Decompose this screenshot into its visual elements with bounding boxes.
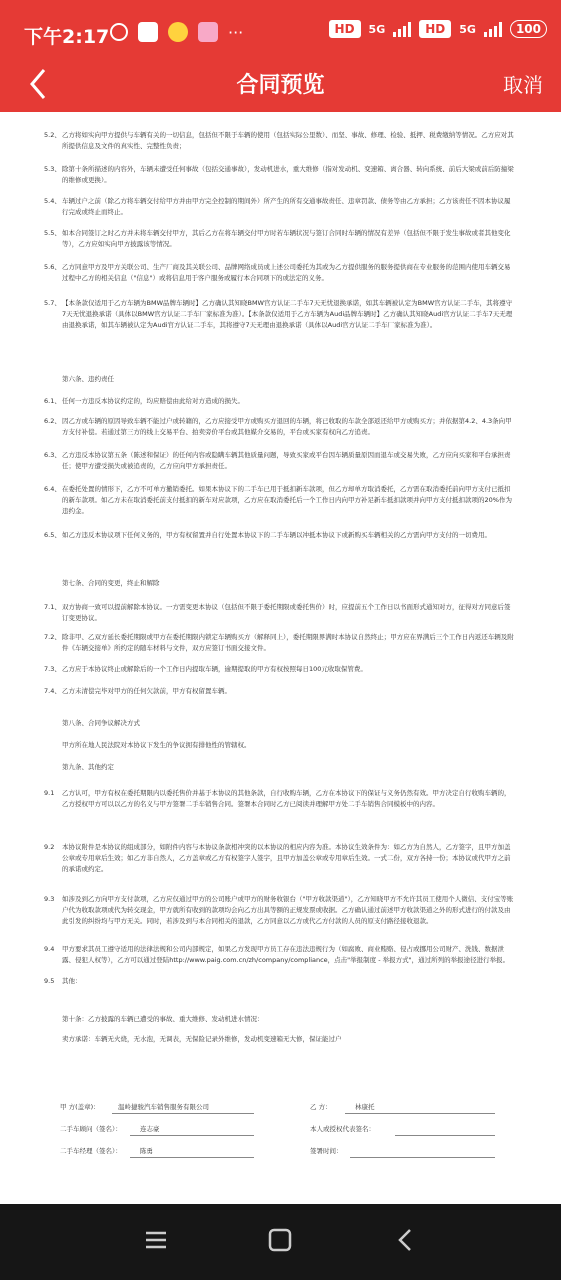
clause-text: 乙方应于本协议终止或解除后的一个工作日内提取车辆，逾期提取的甲方有权按照每日100元收取保管费。: [62, 665, 367, 673]
party-b-label: 乙 方：: [310, 1103, 332, 1111]
clause-number: 5.4、: [44, 197, 61, 205]
clause-number: 6.1、: [44, 397, 61, 405]
manager-label: 二手车经理（签名）：: [60, 1147, 122, 1155]
clause-number: 6.5、: [44, 531, 61, 539]
clause-number: 5.2、: [44, 131, 61, 139]
clause-number: 6.3、: [44, 451, 61, 459]
clause-number: 6.4、: [44, 485, 61, 493]
page-title: 合同预览: [236, 73, 325, 98]
clause-text: 乙方将如实向甲方提供与车辆有关的一切信息，包括但不限于车辆的使用（包括实际公里数）、而坚、事故、修理、检验、抵押、税费缴纳等情况。乙方应对其所提供信息及文件的真实性、完整性负责；: [62, 131, 514, 150]
alarm-icon: [110, 23, 128, 41]
party-a-line: [112, 1113, 254, 1114]
hd-badge: HD: [329, 20, 361, 38]
shop-icon: [198, 22, 218, 42]
clause-text: 任何一方违反本协议约定的，均应赔偿由此给对方造成的损失。: [62, 397, 244, 405]
clause-text: 车辆过户之前（除乙方将车辆交付给甲方并由甲方完全控制的期间外）所产生的所有交通事故责任、违章罚款、债务等由乙方承担；乙方该责任不因本协议履行完成或终止而终止。: [62, 197, 511, 216]
more-notifications-icon: ···: [228, 22, 244, 42]
clause-number: 9.1: [44, 789, 55, 797]
top-bar: [0, 0, 561, 112]
clause-text: 因乙方或车辆的原因导致车辆不能过户或转籍的，乙方应接受甲方或购买方退回的车辆，将已收取的车款全部返还给甲方或购买方；并依据第4.2、4.3条向甲方支付补偿。若通过第三方的线上交易平台、拍卖旁价平台或其他媒介交易的，平台或买家有权向乙方追责。: [62, 417, 512, 436]
clause-text: 双方协商一致可以提前解除本协议。一方需变更本协议（包括但不限于委托期限或委托售价）时，应提前五个工作日以书面形式通知对方，征得对方同意后签订变更协议。: [62, 603, 511, 622]
clause-text: 如本合同签订之时乙方并未将车辆交付甲方，其后乙方在将车辆交付甲方时若车辆状况与签订合同时车辆的情况有差异（包括但不限于发生事故或者其他变化等），乙方应如实向甲方披露该等情况。: [62, 229, 511, 248]
clause-text: 乙方同意甲方及甲方关联公司、生产厂商及其关联公司、品牌网络成员或上述公司委托为其或为乙方提供服务的服务提供商在专业服务的范围内使用车辆交易过程中乙方的相关信息（"信息"）或将信息用于客户服务或履行本合同项下的或法定的义务。: [62, 263, 511, 282]
app-notification-icon: [138, 22, 158, 42]
party-a-value: 温岭捷骏汽车销售服务有限公司: [118, 1103, 209, 1111]
clause-number: 5.3、: [44, 165, 61, 173]
clause-text: 其他：: [62, 977, 82, 985]
clause-number: 9.2: [44, 843, 55, 851]
date-line: [350, 1157, 495, 1158]
clause-text: 【本条款仅适用于乙方车辆为BMW品牌车辆时】乙方确认其知晓BMW官方认证二手车7天无忧退换承诺，如其车辆被认定为BMW官方认证二手车，其将遵守7天无忧退换承诺（具体以BMW官方认证二手车厂家标准为准）。【本条款仅适用于乙方车辆为Audi品牌车辆时】乙方确认其知晓Audi官方认证二手车7天无理由退换承诺，如其车辆被认定为Audi官方认证二手车，其将遵守7天无理由退换承诺（具体以Audi官方认证二手车厂家标准为准）。: [62, 299, 513, 329]
signal-icon-2: [484, 21, 502, 37]
advisor-value: 连志豪: [140, 1125, 160, 1133]
status-time: 下午2:17: [24, 26, 110, 48]
battery-icon: 100: [510, 20, 547, 38]
advisor-label: 二手车顾问（签名）：: [60, 1125, 122, 1133]
clause-number: 7.4、: [44, 687, 61, 695]
clause-text: 乙方未清偿完毕对甲方的任何欠款前，甲方有权留置车辆。: [62, 687, 231, 695]
clause-number: 6.2、: [44, 417, 61, 425]
clause-number: 7.2、: [44, 633, 61, 641]
status-bar: [0, 0, 561, 56]
clause-text: 除第十条所描述的内容外，车辆未遭受任何事故（包括交通事故），发动机进水，重大维修（指对发动机、变速箱、离合器、转向系统、前后大梁或前后防撞梁的维修或更换）。: [62, 165, 514, 184]
clause-text: 乙方认可，甲方有权在委托期限内以委托售价并基于本协议的其他条款，自行收购车辆，乙方在本协议下的保证与义务仍然有效。甲方决定自行收购车辆的，乙方授权甲方可以以乙方的名义与甲方签署二手车销售合同。签署本合同时乙方已阅读并理解甲方处二手车销售合同模板中的内容。: [62, 789, 511, 808]
clause-number: 5.6、: [44, 263, 61, 271]
cancel-button[interactable]: 取消: [503, 73, 543, 97]
weibo-icon: [168, 22, 188, 42]
network-5g-2: 5G: [459, 22, 476, 36]
contract-clause: 甲方所在地人民法院对本协议下发生的争议拥有排他性的管辖权。: [62, 741, 251, 749]
clause-number: 5.7、: [44, 299, 61, 307]
clause-text: 除非甲、乙双方延长委托期限或甲方在委托期限内锁定车辆购买方（解释同上），委托期限界满时本协议自然终止；甲方应在界满后三个工作日内返还车辆及附件《车辆交接单》所约定的随车材料与文件，双方应签订书面交接文件。: [62, 633, 514, 652]
home-icon[interactable]: [266, 1226, 294, 1254]
contract-clause: 第六条、违约责任: [62, 375, 114, 383]
clause-text: 乙方违反本协议第五条（陈述和保证）的任何内容或隐瞒车辆其他质量问题，导致买家或平台因车辆质量原因而退车或交易失败，乙方应向买家和平台承担责任；使甲方遭受损失或被追责的，乙方应向甲方承担责任。: [62, 451, 511, 470]
manager-line: [130, 1157, 254, 1158]
manager-value: 陈勇: [140, 1147, 153, 1155]
hd-badge-2: HD: [419, 20, 451, 38]
contract-clause: 第八条、合同争议解决方式: [62, 719, 140, 727]
date-label: 签署时间：: [310, 1147, 343, 1155]
party-b-value: 林康托: [355, 1103, 375, 1111]
contract-document[interactable]: [0, 112, 561, 1204]
clause-number: 9.4: [44, 945, 55, 953]
party-b-line: [345, 1113, 495, 1114]
status-right: [329, 20, 547, 38]
signal-icon: [393, 21, 411, 37]
system-nav-bar: [0, 1204, 561, 1280]
clause-number: 7.1、: [44, 603, 61, 611]
clause-text: 如乙方违反本协议项下任何义务的，甲方有权留置并自行处置本协议下的二手车辆以冲抵本协议下或新购买车辆相关的乙方需向甲方支付的一切费用。: [62, 531, 491, 539]
contract-clause: 第九条、其他约定: [62, 763, 114, 771]
clause-text: 甲方要求其员工遵守适用的法律法规和公司内部规定，如果乙方发现甲方员工存在违法违规行为（如腐败、商业贿赂、侵占或挪用公司财产、洗钱、数据泄露、侵犯人权等），乙方可以通过登陆http://www.paig.com.cn/zh/company/compliance，点击"举报制度 - 举报方式"，通过所列的举报途径进行举报。: [62, 945, 510, 964]
network-5g-1: 5G: [368, 22, 386, 36]
menu-icon[interactable]: [142, 1226, 170, 1254]
contract-clause: 第七条、合同的变更，终止和解除: [62, 579, 160, 587]
rep-label: 本人或授权代表签名：: [310, 1125, 375, 1133]
contract-clause: 卖方承诺：车辆无火烧，无水泡，无调表，无保险记录外维修，发动机变速箱无大修，保证能过户: [62, 1035, 342, 1043]
contract-clause: 第十条：乙方披露的车辆已遭受的事故、重大维修、发动机进水情况：: [62, 1015, 264, 1023]
clause-number: 9.3: [44, 895, 55, 903]
party-a-label: 甲 方(盖章)：: [60, 1103, 100, 1111]
clause-number: 5.5、: [44, 229, 61, 237]
advisor-line: [130, 1135, 254, 1136]
clause-text: 在委托处置的情形下，乙方不可单方撤销委托。如果本协议下的二手车已用于抵扣新车款项，但乙方却单方取消委托，乙方需在取消委托前向甲方支付已抵扣的新车款项。如乙方未在取消委托前支付抵扣的新车对应款项，乙方应在取消委托后一个工作日内向甲方补足新车抵扣款项并向甲方支付抵扣款项的20%作为违约金。: [62, 485, 512, 515]
notification-icons: [110, 22, 243, 42]
clause-number: 7.3、: [44, 665, 61, 673]
nav-bar: [0, 56, 561, 112]
rep-line: [395, 1135, 495, 1136]
clause-text: 如涉及到乙方向甲方支付款项，乙方应仅通过甲方的公司账户或甲方的财务收银台（"甲方收款渠道"），乙方知晓甲方不允许其员工使用个人微信、支付宝等账户代为收取款项或代为转交现金，甲方就所有收到的款项均会向乙方出具等额的正规发票或收据。乙方确认通过前述甲方收款渠道之外的形式进行的付款及由此引发的纠纷均与甲方无关。同时，若涉及到与本合同相关的退款，乙方同意以乙方或代乙方付款的人员的原支付路径接收退款。: [62, 895, 514, 925]
back-nav-icon[interactable]: [392, 1226, 420, 1254]
clause-text: 本协议附件是本协议的组成部分，如附件内容与本协议条款相冲突的以本协议的相应内容为准。本协议生效条件为：如乙方为自然人，乙方签字，且甲方加盖公章或专用章后生效；如乙方非自然人，乙方盖章或乙方有权签字人签字，且甲方加盖公章或专用章后生效。一式二份，双方各持一份；本协议或代甲方之前的承诺或约定。: [62, 843, 511, 873]
clause-number: 9.5: [44, 977, 55, 985]
